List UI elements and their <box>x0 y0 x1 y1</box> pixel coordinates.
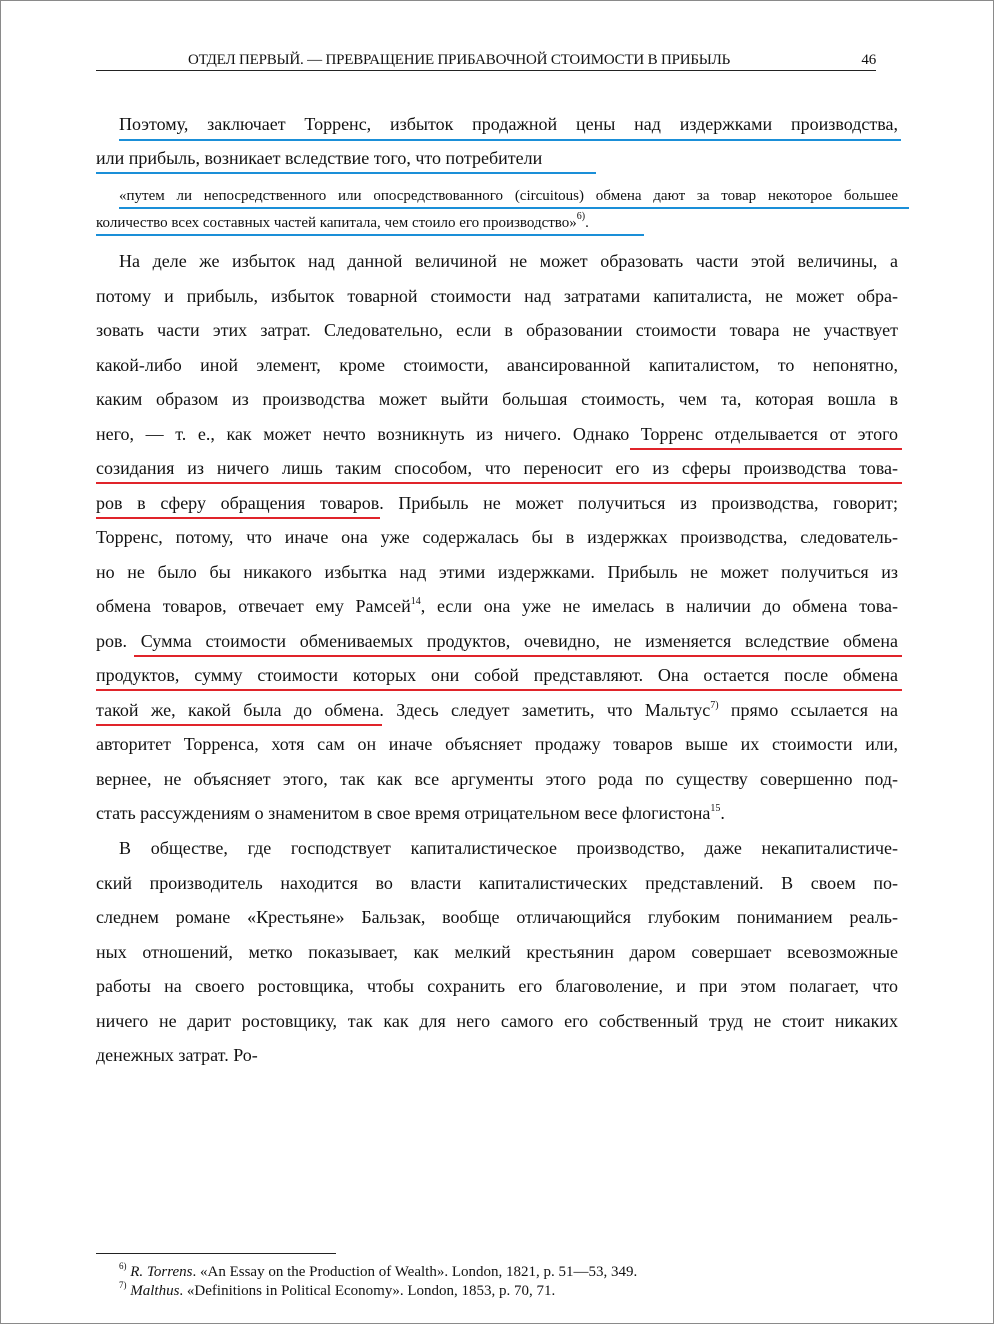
para2-line: Торренс, потому, что иначе она уже содержалась бы в издержках производства, следователь- <box>96 527 898 547</box>
red-underline <box>134 655 902 657</box>
para2-line: стать рассуждениям о знаменитом в свое время отрицательном весе флогистона$^{15}$. <box>96 803 725 823</box>
para3-line: ничего не дарит ростовщику, так как для него самого его собственный труд не стоит никаких <box>96 1011 898 1031</box>
page-number: 46 <box>861 52 876 68</box>
para3-line: денежных затрат. Ро- <box>96 1045 258 1065</box>
red-underline <box>630 448 902 450</box>
running-header <box>96 50 876 70</box>
quote-line: «путем ли непосредственного или опосредствованного (circuitous) обмена дают за товар некоторое большее <box>119 188 898 204</box>
footnote-rule <box>96 1253 336 1254</box>
red-underline <box>96 724 382 726</box>
footnote-ref: 14 <box>410 596 421 607</box>
footnote-ref: 15 <box>710 803 721 814</box>
para2-line: обмена товаров, отвечает ему Рамсей$^{14}$, если она уже не имелась в наличии до обмена това- <box>96 596 898 616</box>
red-underline <box>96 689 902 691</box>
para1-line: Поэтому, заключает Торренс, избыток продажной цены над издержками производства, <box>119 114 898 134</box>
para2-line: такой же, какой была до обмена. Здесь следует заметить, что Мальтус$^{7)}$ прямо ссылается на <box>96 700 898 720</box>
footnote-6: $^{6)}$ R. Torrens. «An Essay on the Production of Wealth». London, 1821, p. 51—53, 349. <box>119 1261 638 1280</box>
para2-line: потому и прибыль, избыток товарной стоимости над затратами капиталиста, не может обра- <box>96 286 898 306</box>
footnote-ref: 6) <box>576 211 586 222</box>
header-title: ОТДЕЛ ПЕРВЫЙ. — ПРЕВРАЩЕНИЕ ПРИБАВОЧНОЙ СТОИМОСТИ В ПРИБЫЛЬ <box>188 52 731 68</box>
para3-line: работы на своего ростовщика, чтобы сохранить его благоволение, и при этом полагает, что <box>96 976 898 996</box>
blue-underline <box>119 207 909 209</box>
para2-line: вернее, не объясняет этого, так как все аргументы этого рода по существу совершенно под- <box>96 769 898 789</box>
blue-underline <box>96 234 644 236</box>
footnote-ref: 7) <box>710 700 719 711</box>
red-underline <box>96 482 902 484</box>
para2-line: каким образом из производства может выйти большая стоимость, чем та, которая вошла в <box>96 389 898 409</box>
para2-line: какой-либо иной элемент, кроме стоимости, авансированной капиталистом, то непонятно, <box>96 355 898 375</box>
red-underline <box>96 517 380 519</box>
para2-line: созидания из ничего лишь таким способом, что переносит его из сферы производства това- <box>96 458 898 478</box>
footnote-7: $^{7)}$ Malthus. «Definitions in Political Economy». London, 1853, p. 70, 71. <box>119 1280 556 1299</box>
para2-line: него, — т. е., как может нечто возникнуть из ничего. Однако Торренс отделывается от этого <box>96 424 898 444</box>
para3-line: ский производитель находится во власти капиталистических представлений. В своем по- <box>96 873 898 893</box>
para3-line: В обществе, где господствует капиталистическое производство, даже некапиталистиче- <box>119 838 898 858</box>
para2-line: но не было бы никакого избытка над этими издержками. Прибыль не может получиться из <box>96 562 898 582</box>
quote-line: количество всех составных частей капитала, чем стоило его производство»$^{6)}$. <box>96 211 589 231</box>
para3-line: ных отношений, метко показывает, как мелкий крестьянин даром совершает всевозможные <box>96 942 898 962</box>
para2-line: авторитет Торренса, хотя сам он иначе объясняет продажу товаров выше их стоимости или, <box>96 734 898 754</box>
para1-line: или прибыль, возникает вследствие того, что потребители <box>96 148 543 168</box>
blue-underline <box>119 139 901 141</box>
para2-line: На деле же избыток над данной величиной не может образовать части этой величины, а <box>119 251 898 271</box>
para3-line: следнем романе «Крестьяне» Бальзак, вообще отличающийся глубоким пониманием реаль- <box>96 907 898 927</box>
para2-line: продуктов, сумму стоимости которых они собой представляют. Она остается после обмена <box>96 665 898 685</box>
header-rule <box>96 70 876 71</box>
blue-underline <box>96 172 596 174</box>
para2-line: ров в сферу обращения товаров. Прибыль не может получиться из производства, говорит; <box>96 493 898 513</box>
para2-line: ров. Сумма стоимости обмениваемых продуктов, очевидно, не изменяется вследствие обмена <box>96 631 898 651</box>
para2-line: зовать части этих затрат. Следовательно, если в образовании стоимости товара не участвует <box>96 320 898 340</box>
